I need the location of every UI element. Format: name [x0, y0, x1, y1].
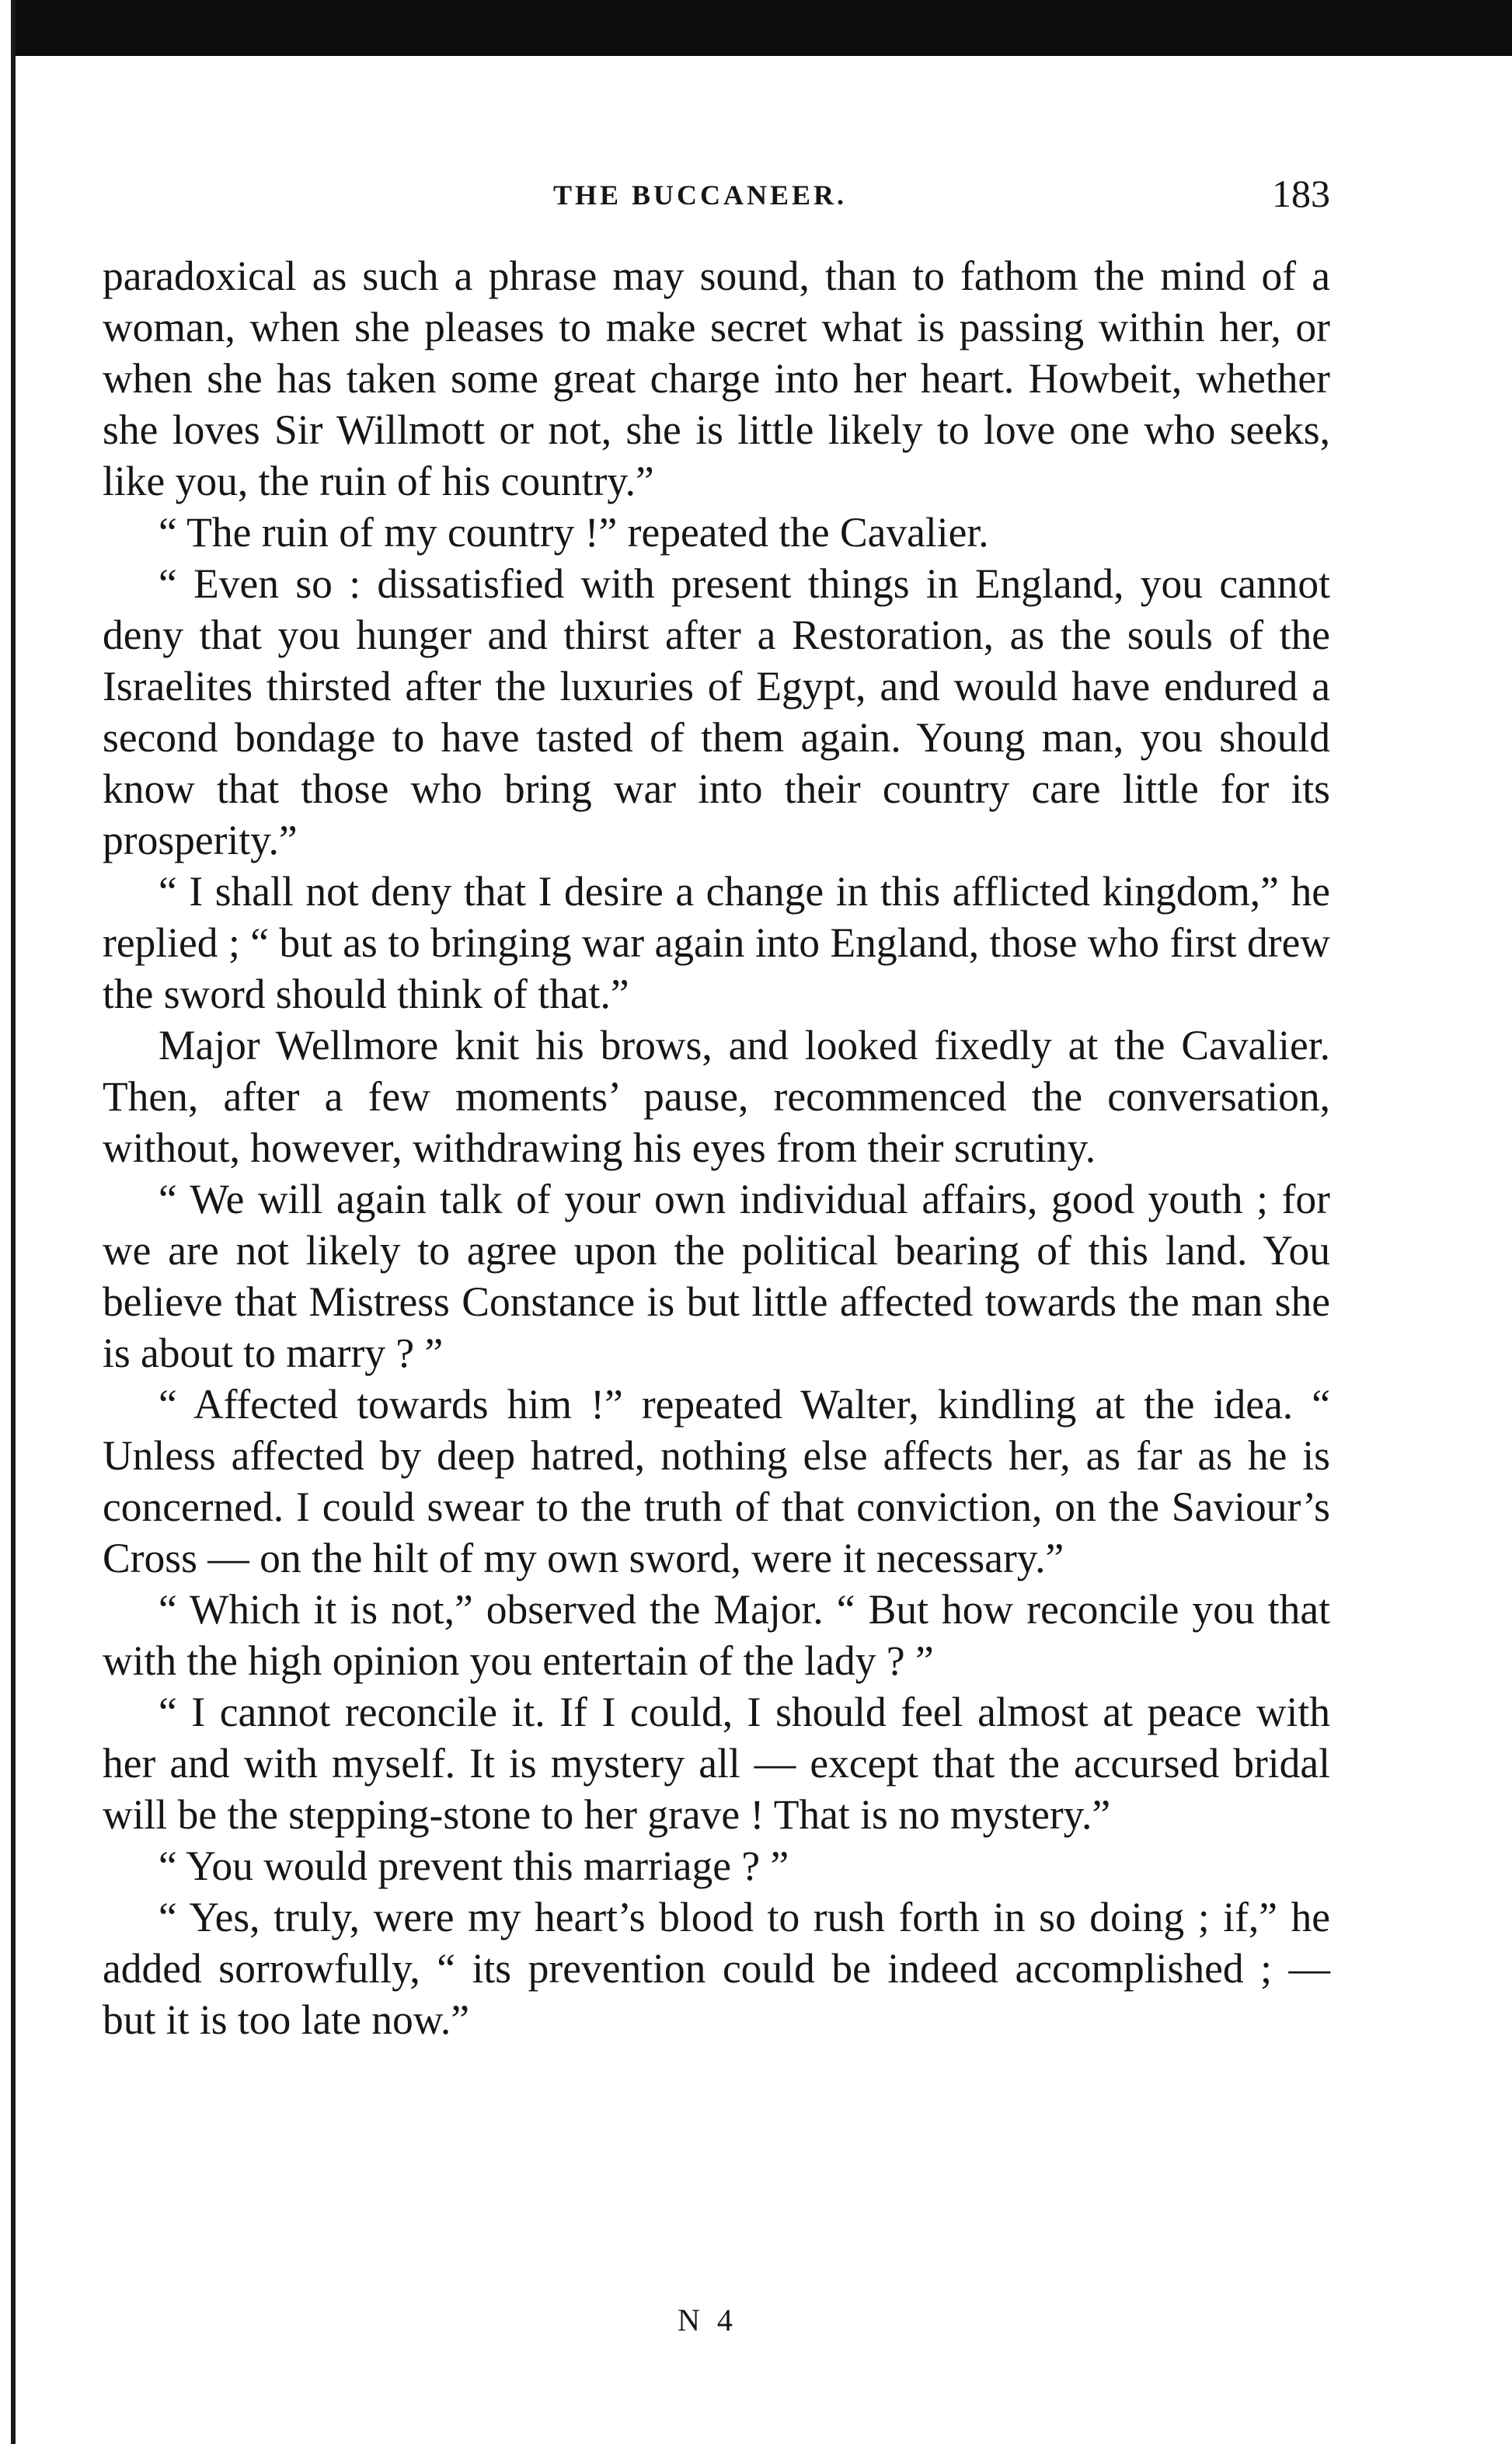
running-title: THE BUCCANEER.	[553, 180, 848, 211]
paragraph: “ Yes, truly, were my heart’s blood to rush forth in so doing ; if,” he added sorrowfully, “ its prevention could be indeed accomplished ; — but it is too late now.”	[103, 1894, 1330, 2043]
scan-left-edge	[11, 0, 16, 2444]
paragraph: “ The ruin of my country !” repeated the Cavalier.	[159, 509, 989, 556]
body-text	[103, 250, 1330, 2045]
paragraph: “ Affected towards him !” repeated Walter, kindling at the idea. “ Unless affected by deep hatred, nothing else affects her, as far as he is concerned. I could swear to the truth of that conviction, on the Saviour’s Cross — on the hilt of my own sword, were it necessary.”	[103, 1381, 1330, 1581]
paragraph: paradoxical as such a phrase may sound, than to fathom the mind of a woman, when she pleases to make secret what is passing within her, or when she has taken some great charge into her heart. Howbeit, whether she loves Sir Willmott or not, she is little likely to love one who seeks, like you, the ruin of his country.”	[103, 253, 1330, 504]
paragraph: “ You would prevent this marriage ? ”	[159, 1843, 789, 1889]
page-header	[103, 165, 1330, 227]
paragraph: “ Which it is not,” observed the Major. “ But how reconcile you that with the high opinion you entertain of the lady ? ”	[103, 1586, 1330, 1684]
paragraph: “ Even so : dissatisfied with present things in England, you cannot deny that you hunger and thirst after a Restoration, as the souls of the Israelites thirsted after the luxuries of Egypt, and would have endured a second bondage to have tasted of them again. Young man, you should know that those who bring war into their country care little for its prosperity.”	[103, 560, 1330, 863]
paragraph: Major Wellmore knit his brows, and looked fixedly at the Cavalier. Then, after a few moments’ pause, recommenced the conversation, without, however, withdrawing his eyes from their scrutiny.	[103, 1022, 1330, 1171]
scan-top-edge	[11, 0, 1512, 56]
paragraph: “ I cannot reconcile it. If I could, I should feel almost at peace with her and with myself. It is mystery all — except that the accursed bridal will be the stepping-stone to her grave ! That is no mystery.”	[103, 1689, 1330, 1838]
paragraph: “ We will again talk of your own individual affairs, good youth ; for we are not likely to agree upon the political bearing of this land. You believe that Mistress Constance is but little affected towards the man she is about to marry ? ”	[103, 1176, 1330, 1376]
signature-mark: N 4	[678, 2303, 737, 2338]
page-number: 183	[1272, 172, 1330, 215]
paragraph: “ I shall not deny that I desire a change in this afflicted kingdom,” he replied ; “ but as to bringing war again into England, those who first drew the sword should think of that.”	[103, 868, 1330, 1017]
